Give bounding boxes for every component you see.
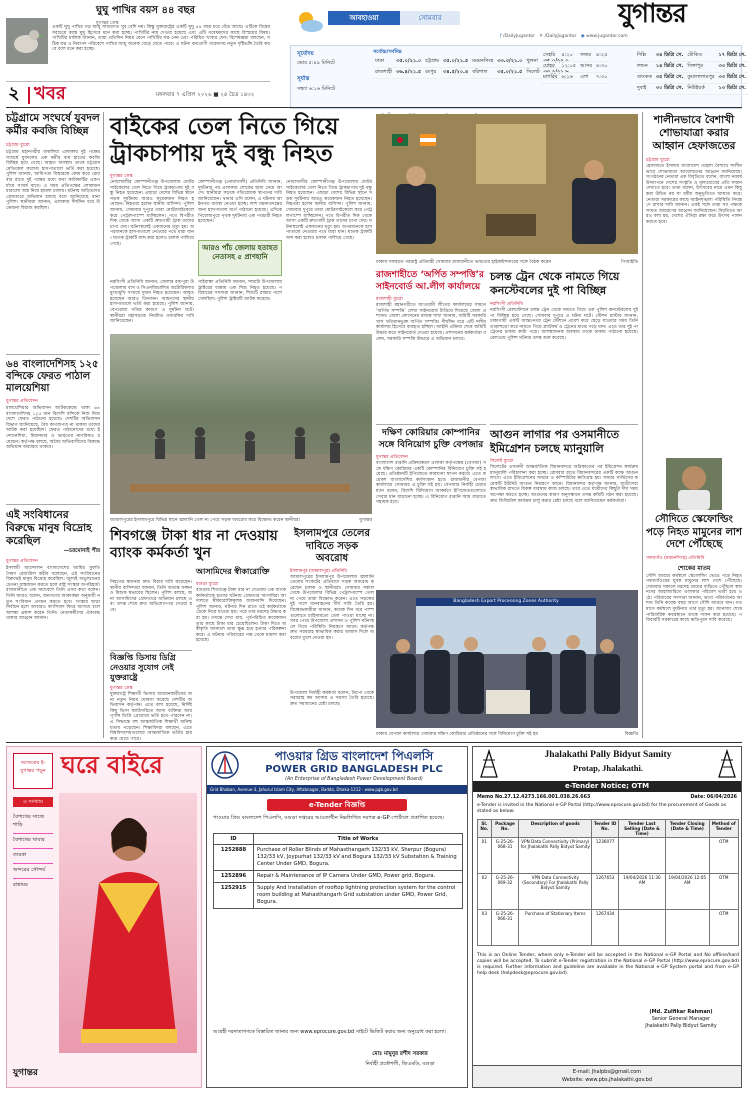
- col1-headline-2: ৬৪ বাংলাদেশিসহ ১২৫ বন্দিকে ফেরত পাঠাল মালয়েশিয়া: [6, 359, 99, 394]
- jpbs-signer-org: Jhalakathi Pally Bidyut Samity: [645, 1024, 717, 1029]
- tender-id: 1252896: [214, 871, 254, 883]
- meeting-caption: [376, 258, 638, 266]
- table-row: [214, 883, 463, 909]
- fire-box: [490, 424, 638, 590]
- temp-value: ৩৬.৪/২১.৫: [394, 68, 423, 79]
- distant-row: [635, 62, 748, 73]
- table-header: Tender Last Selling (Date & Time): [618, 820, 665, 838]
- jpbs-title-2: Protap, Jhalakathi.: [573, 763, 643, 773]
- meeting-caption-text: ঢাকায় সফররত পররাষ্ট্র প্রতিমন্ত্রী সোমবার রাজধানীতে ভারতের হাইকমিশনারের সঙ্গে বৈঠক করেন: [376, 260, 552, 265]
- lead-body-1: নোয়াখালীর কোম্পানীগঞ্জ উপজেলায় মোটরসাইকেলের তেল নিতে গিয়ে ট্রাকচাপায় দুই বন্ধু নিহত হয়েছেন। এছাড়া দেশের বিভিন্ন স্থানে সড়ক দুর্ঘটনায় আরও কয়েকজন নিহত হয়েছেন। নিহতরা হলেন স্থানীয় বাসিন্দা। পুলিশ জানায়, সোমবার দুপুরে তারা মোটরসাইকেলে করে পেট্রলপাম্পে যাচ্ছিলেন। পথে বিপরীত দিক থেকে আসা একটি দ্রুতগামী ট্রাক তাদের চাপা দেয়। ঘটনাস্থলেই একজনের মৃত্যু হয়। অপরজনকে হাসপাতালে নেওয়ার পথে মারা যান। ঘাতক ট্রাকটি জব্দ করা হলেও চালক পালিয়ে গেছে।: [110, 180, 194, 247]
- diploma-body: যুক্তরাষ্ট্রে শিক্ষার্থী ভিসায় অধ্যয়নকারীদের জন্য নতুন নিয়ম ঘোষণা করেছে দেশটির অভিবাসন কর্তৃপক্ষ। এতে বলা হয়েছে, নির্দিষ্ট কিছু ভিসা ক্যাটাগরিতে আসা ব্যক্তিরা আর পূর্ণাঙ্গ ডিগ্রি প্রোগ্রামে ভর্তি হতে পারবেন না। এ সিদ্ধান্তে বহু আন্তর্জাতিক শিক্ষার্থী অনিশ্চয়তায় পড়েছেন। শিক্ষাবিদরা বলছেন, এতে বিশ্ববিদ্যালয়গুলোর আন্তর্জাতিক ভর্তির হার কমে যেতে পারে।: [110, 692, 192, 742]
- distant-city: লন্ডন: [635, 62, 654, 73]
- jpbs-body: This is an Online Tender, where only e-Tender will be accepted in the National e-GP Portal and No offline/hard copies will be accepted. To submit e-Tender registration in the National e-GP Portal (http://www.eprocure.gov.bd) is required. Further information and guideline are available in the National e-GP System portal and from e-GP help desk (helpdesk@eprocure.gov.bd).: [477, 953, 739, 976]
- korea-body: বাংলাদেশ রপ্তানি প্রক্রিয়াকরণ এলাকা কর্তৃপক্ষের (বেপজা) সঙ্গে দক্ষিণ কোরিয়ার একটি কোম্পানির বিনিয়োগ চুক্তি সই হয়েছে। প্রতিষ্ঠানটি ইপিজেডে কারখানা স্থাপন করবে। এতে কয়েকশ বাংলাদেশির কর্মসংস্থান হবে। রাজধানীর বেপজা কার্যালয়ে সোমবার এ চুক্তি সই হয়। বেপজার নির্বাহী চেয়ারম্যান বলেন, বিদেশি বিনিয়োগ আকর্ষণে ইপিজেডগুলোতে সেবার মান বাড়ানো হচ্ছে। এ বিনিয়োগ রপ্তানি আয় বাড়াতে সহায়ক হবে।: [376, 461, 486, 506]
- diploma-headline: বিজ্ঞপ্তি ডিসায় ডিগ্রি নেওয়ার সুযোগ নেই যুক্তরাষ্ট্রে: [110, 653, 176, 682]
- korea-byline: যুগান্তর প্রতিবেদন: [376, 455, 408, 460]
- right-divider: [642, 112, 643, 738]
- right-body-2: সৌদি আরবে কর্মস্থলে স্কেফোল্ডিং ভেঙে পড়ে নিহত গফরগাঁওয়ের যুবক মামুনের লাশ দেশে পৌঁছেছে। সোমবার সকালে মরদেহ গ্রামের বাড়িতে পৌঁছলে স্বজনদের আহাজারিতে এলাকার পরিবেশ ভারী হয়ে ওঠে। পরিবারের সদস্যরা জানান, ভাগ্য পরিবর্তনের আশায় তিনি কয়েক বছর আগে সৌদি আরবে যান। গত মাসে কর্মস্থলে দুর্ঘটনায় তার মৃত্যু হয়। জানাজা শেষে পারিবারিক কবরস্থানে তাকে দাফন করা হয়েছে। পরিবারটি সরকারের কাছে ক্ষতিপূরণ দাবি করেছে।: [646, 573, 742, 624]
- oil-body: জামালপুরের ইসলামপুর উপজেলায় জ্বালানি তেলের সংকটের প্রতিবাদে সড়ক অবরোধ করেছেন চালক ও স্থানীয়রা। সোমবার সকাল থেকে উপজেলার বিভিন্ন পেট্রলপাম্পে তেল না পেয়ে তারা বিক্ষোভ করেন। এতে সড়কের দুই পাশে যানবাহনের দীর্ঘ সারি তৈরি হয়। বিক্ষোভকারীরা জানান, কয়েক দিন ধরে পাম্পগুলোতে চাহিদামতো তেল পাওয়া যাচ্ছে না। খবর পেয়ে উপজেলা প্রশাসন ও পুলিশ ঘটনাস্থলে গিয়ে পরিস্থিতি নিয়ন্ত্রণে আনে। কর্তৃপক্ষ দ্রুত সরবরাহ স্বাভাবিক করার আশ্বাস দিলে অবরোধ তুলে নেওয়া হয়।: [290, 574, 374, 642]
- prayer-name: এশা: [578, 73, 594, 84]
- epz-photo: [376, 590, 638, 728]
- table-cell: G-25-26-066-31: [491, 910, 519, 946]
- table-row: [478, 874, 739, 910]
- jpbs-signer: (Md. Zulfikar Rahman): [649, 1009, 713, 1015]
- table-row: [478, 910, 739, 946]
- bird-box: [6, 4, 270, 82]
- col1-subhead-3: —চরমোনাই পীর: [63, 548, 100, 554]
- bird-byline: যুগান্তর ডেস্ক: [96, 21, 119, 26]
- top-rule: [6, 107, 742, 108]
- lead-inset-text: আরও পাঁচ জেলায় হতাহত নেতাসহ ৫ প্রাণহানি: [202, 244, 278, 261]
- epz-caption-credit: বিজ্ঞপ্তি: [624, 732, 638, 737]
- prayer-time: ৪:২০: [559, 51, 578, 62]
- table-cell: [666, 910, 709, 946]
- pgb-tender-title: e-Tender বিজ্ঞপ্তি: [267, 799, 407, 811]
- fire-byline: সিলেট ব্যুরো: [490, 459, 514, 464]
- distant-row: [635, 51, 748, 62]
- jpbs-date: Date: 06/04/2026: [690, 795, 737, 800]
- temp-city: সিলেট: [524, 68, 541, 79]
- tender-id: 1252915: [214, 883, 254, 909]
- distant-city: টোকিও: [685, 51, 716, 62]
- table-cell: 19/04/2026 11:30 AM: [618, 874, 665, 910]
- distant-temp: ৩৩ ডিগ্রি সে.: [717, 62, 748, 73]
- distant-temp: ১৭ ডিগ্রি সে.: [717, 51, 748, 62]
- table-cell: 01: [478, 838, 492, 874]
- ghore-model-photo: [59, 793, 197, 1053]
- lead-headline: বাইকের তেল নিতে গিয়ে ট্রাকচাপায় দুই বন্ধু নিহত: [110, 114, 339, 167]
- table-cell: 03: [478, 910, 492, 946]
- ghore-item: রান্নাঘর: [13, 882, 28, 888]
- pgb-col-id: ID: [214, 834, 254, 845]
- sunrise-value: ভোর ৫:৪৯ মিনিটে: [297, 60, 335, 66]
- ghore-issue: এ সংখ্যায়: [13, 797, 53, 807]
- col1-headline-3: এই সংবিধানের বিরুদ্ধে মানুষ বিদ্রোহ করেছিল: [6, 509, 92, 547]
- prayer-name: ফজর: [578, 51, 594, 62]
- table-row: [478, 838, 739, 874]
- epz-banner: Bangladesh Export Processing Zones Authority: [453, 599, 559, 604]
- distant-row: [635, 73, 748, 84]
- website-link[interactable]: www.jugantor.com: [586, 34, 628, 39]
- lead-body-2: কোম্পানীগঞ্জ (নোয়াখালী) প্রতিনিধি জানান, দুর্ঘটনার পর এলাকায় শোকের ছায়া নেমে আসে। স্থানীয়রা সড়কে গতিরোধক স্থাপনের দাবি জানিয়েছেন। থানার ওসি বলেন, এ ঘটনায় আইনগত ব্যবস্থা নেওয়া হচ্ছে। লাশ ময়নাতদন্তের জন্য হাসপাতাল মর্গে পাঠানো হয়েছে। এদিকে পিরোজপুরে পৃথক দুর্ঘটনায় এক পথচারী নিহত হয়েছেন।: [198, 180, 282, 225]
- weather-tab[interactable]: আবহাওয়া: [328, 11, 400, 25]
- jpbs-tender-table: [477, 819, 739, 946]
- day-tab[interactable]: সোমবার: [400, 11, 460, 25]
- prayer-name: মাগরিব: [541, 73, 559, 84]
- distant-city: নিউইয়র্ক: [685, 84, 716, 95]
- temp-value: ৩৫.০/২১.৫: [441, 57, 470, 68]
- mamun-photo: [666, 458, 722, 510]
- prayer-name: যোহর: [541, 62, 559, 73]
- table-header: Tender Closing (Date & Time): [666, 820, 709, 838]
- col1-body-2: মালয়েশিয়ার অভিবাসন আটককেন্দ্রে থাকা ৬৪ বাংলাদেশিসহ ১২৫ জন বিদেশি বন্দিকে নিজ নিজ দেশে ফেরত পাঠানো হয়েছে। দেশটির অভিবাসন বিভাগ জানিয়েছে, বৈধ কাগজপত্র না থাকায় তাদের আটক করা হয়েছিল। ফেরত পাঠানোদের মধ্যে ইন্দোনেশিয়া, মিয়ানমার ও ভারতের নাগরিকও রয়েছেন। কর্তৃপক্ষ বলছে, অবৈধ অভিবাসীদের বিরুদ্ধে অভিযান অব্যাহত থাকবে।: [6, 406, 100, 451]
- brand-logo: যুগান্তর: [618, 0, 686, 29]
- distant-city: দিল্লি: [635, 51, 654, 62]
- facebook-handle[interactable]: /DailyJugantor: [503, 34, 535, 39]
- distant-temp: ৩৩ ডিগ্রি সে.: [717, 73, 748, 84]
- right-byline-2: গফরগাঁও (ময়মনসিংহ) প্রতিনিধি: [646, 555, 705, 561]
- table-row: [214, 871, 463, 883]
- lead-body-cont: নোয়াখালীর কোম্পানীগঞ্জ উপজেলায় মোটরসাইকেলের তেল নিতে গিয়ে ট্রাকচাপায় দুই বন্ধু নিহত হয়েছেন। এছাড়া দেশের বিভিন্ন স্থানে সড়ক দুর্ঘটনায় আরও কয়েকজন নিহত হয়েছেন। নিহতরা হলেন স্থানীয় বাসিন্দা। পুলিশ জানায়, সোমবার দুপুরে তারা মোটরসাইকেলে করে পেট্রলপাম্পে যাচ্ছিলেন। পথে বিপরীত দিক থেকে আসা একটি দ্রুতগামী ট্রাক তাদের চাপা দেয়। ঘটনাস্থলেই একজনের মৃত্যু হয়। অপরজনকে হাসপাতালে নেওয়ার পথে মারা যান। ঘাতক ট্রাকটি জব্দ করা হলেও চালক পালিয়ে গেছে।: [286, 180, 372, 241]
- section-name: খবর: [34, 83, 66, 104]
- prayer-time: ১২:০৫: [559, 62, 578, 73]
- meeting-caption-credit: পিআইডি: [621, 260, 638, 265]
- train-box: [490, 270, 638, 420]
- protest-caption: [110, 516, 372, 524]
- train-byline: নরসিংদী প্রতিনিধি: [490, 302, 523, 307]
- prayer-table: [541, 51, 609, 84]
- bird-body: একটি ঘুঘু পাখির গড় আয়ু সাধারণত খুব বেশি নয়। কিন্তু যুক্তরাষ্ট্রের একটি ঘুঘু ৪৪ বছর ধরে বেঁচে আছে। এটিকে বিশ্বের সবচেয়ে বয়স্ক ঘুঘু হিসেবে মনে করা হচ্ছে। পাখিটির নাম দেওয়া হয়েছে এবং এটি গবেষকদের কাছে বিস্ময়ের বিষয়। পাখিটির মালিক জানান, তারা প্রতিদিন নিয়ম মেনে পাখিটির যত্ন নেন এবং পরিমিত খাবার দেন। বিশেষজ্ঞরা বলছেন, সঠিক যত্ন ও নিরাপদ পরিবেশে পাখির আয়ু অনেক বেড়ে যেতে পারে। এ ঘটনা বন্যপ্রাণী গবেষণায় নতুন দৃষ্টিভঙ্গি তৈরি করবে বলে মনে করা হচ্ছে।: [52, 25, 270, 53]
- pgb-address-bar: Grid Bhaban, Avenue-3, Jahurul Islam City, Aftabnagar, Badda, Dhaka-1212 · www.pgb.gov.bd: [207, 785, 467, 794]
- taka-headline: শিবগঞ্জে টাকা ধার না দেওয়ায় ব্যাংক কর্মকর্তা খুন: [110, 528, 278, 561]
- sunrise-label: সূর্যোদয়: [297, 51, 314, 57]
- lead-body-3: নরসিংদী প্রতিনিধি জানান, জেলার রায়পুরা উপজেলায় বাস ও সিএনজিচালিত অটোরিকশার মুখোমুখি সংঘর্ষে দুজন নিহত হয়েছেন। আহত হয়েছেন আরও তিনজন। আহতদের স্থানীয় হাসপাতালে ভর্তি করা হয়েছে। পুলিশ জানায়, বেপরোয়া গতির কারণে এ দুর্ঘটনা ঘটে। স্থানীয়রা মহাসড়কে নিয়মিত তদারকির দাবি জানিয়েছেন।: [110, 280, 194, 325]
- table-cell: 19/04/2026 12:05 AM: [666, 874, 709, 910]
- prayer-row: [541, 62, 609, 73]
- table-cell: OTM: [709, 838, 738, 874]
- taka-byline: বগুড়া ব্যুরো: [196, 582, 219, 587]
- table-cell: OTM: [709, 874, 738, 910]
- distant-city: দুবাই: [635, 84, 654, 95]
- pgb-intro: পাওয়ার গ্রিড বাংলাদেশ পিএলসি, বগুড়া দপ্তরের আওতাধীন নিম্নলিখিত দরপত্র e-GP পোর্টালে প্রকাশিত হয়েছে।: [213, 815, 445, 821]
- table-header: Method of Tender: [709, 820, 738, 838]
- pgb-signer-title: নির্বাহী প্রকৌশলী, জিএমডি, বগুড়া: [365, 1061, 435, 1067]
- table-cell: G-25-26-069-32: [491, 874, 519, 910]
- taka-subhead: আসামিদের স্বীকারোক্তি: [196, 567, 270, 576]
- temp-city: খুলনা: [524, 57, 541, 68]
- ghore-footer: যুগান্তর: [13, 1068, 38, 1078]
- temp-city: চট্টগ্রাম: [423, 57, 441, 68]
- distant-temp: ১৩ ডিগ্রি সে.: [717, 84, 748, 95]
- epz-caption: [376, 730, 638, 738]
- tower-icon: [715, 750, 739, 778]
- taka-body: বগুড়ার শিবগঞ্জে টাকা ধার না দেওয়ায় এক ব্যাংক কর্মকর্তাকে হত্যার ঘটনায় গ্রেফতার আসামিরা আদালতে স্বীকারোক্তিমূলক জবানবন্দি দিয়েছেন। পুলিশ জানায়, ঘটনার দিন রাতে ওই কর্মকর্তাকে ডেকে নিয়ে যাওয়া হয়। পরে তার মরদেহ উদ্ধার করা হয়। তদন্তে দেখা যায়, পূর্বপরিচিত কয়েকজন তার কাছে টাকা ধার চেয়েছিলেন। টাকা দিতে অস্বীকৃতি জানালে তারা ক্ষুব্ধ হয়ে হত্যার পরিকল্পনা করে। এ ঘটনায় পরিবারের পক্ষ থেকে মামলা করা হয়েছে।: [196, 588, 286, 644]
- tower-icon: [477, 750, 501, 778]
- oil-headline: ইসলামপুরে তেলের দাবিতে সড়ক অবরোধ: [293, 528, 371, 564]
- table-header: Tender ID No.: [592, 820, 618, 838]
- temp-city: রাজশাহী: [373, 68, 394, 79]
- diploma-box: [110, 650, 192, 742]
- x-handle[interactable]: /DailyJugantor: [544, 34, 577, 39]
- pgb-ad: [206, 746, 468, 1088]
- prayer-row: [541, 51, 609, 62]
- temp-city: ময়মনসিংহ: [470, 57, 495, 68]
- distant-temp: ৩৪ ডিগ্রি সে.: [654, 51, 686, 62]
- protest-caption-text: জামালপুরের ইসলামপুরে বিভিন্ন স্থানে জ্বালানি তেল না পেয়ে সড়ক অবরোধ করে বিক্ষোভ করেন স্থানীয়রা: [110, 518, 300, 523]
- table-cell: [618, 910, 665, 946]
- table-cell: VPN Data Connectivity (Secondary) For Jhalakathi Pally Bidyut Samity: [519, 874, 592, 910]
- col1-byline-2: যুগান্তর প্রতিবেদন: [6, 399, 38, 404]
- jpbs-ad: [472, 746, 742, 1088]
- jpbs-intro: e-Tender is invited in the National e-GP Portal (http://www.eprocure.gov.bd) for the procurement of Goods as stated as below:: [477, 803, 727, 814]
- rajshahi-byline: রাজশাহী ব্যুরো: [376, 297, 403, 302]
- dove-icon: [6, 18, 48, 64]
- facebook-icon: f: [500, 34, 502, 39]
- train-headline: চলন্ত ট্রেন থেকে নামতে গিয়ে কনস্টেবলের দুই পা বিচ্ছিন্ন: [490, 270, 620, 297]
- oil-byline: ইসলামপুর (জামালপুর) প্রতিনিধি: [290, 568, 347, 574]
- ghore-item: অন্দরের সৌন্দর্য: [13, 864, 53, 879]
- pgb-name-bn: পাওয়ার গ্রিড বাংলাদেশ পিএলসি: [274, 749, 434, 763]
- col1-byline-3: যুগান্তর প্রতিবেদন: [6, 559, 38, 564]
- rajshahi-box: [376, 270, 486, 420]
- prayer-time: ৭:৩০: [594, 73, 609, 84]
- bird-photo: [6, 18, 48, 64]
- tender-title: Supply And Installation of rooftop lightning protection system for the control room building at Mahasthangarh Grid substation under GMD, Power Grid, Bogura.: [254, 883, 463, 909]
- right-headline-1: শালীনভাবে বৈশাখী শোভাযাত্রা করার আহ্বান হেফাজতের: [652, 114, 736, 152]
- bird-headline: ঘুঘু পাখির বয়স ৪৪ বছর: [96, 5, 196, 16]
- section-divider: [28, 87, 30, 104]
- distant-temp: ৩০ ডিগ্রি সে.: [654, 84, 686, 95]
- distant-temp: ৩৫ ডিগ্রি সে.: [654, 73, 686, 84]
- temp-value: ৩৫.০/২১.৫: [495, 68, 524, 79]
- ad-top-rule: [6, 742, 742, 743]
- korea-headline: দক্ষিণ কোরিয়ার কোম্পানির সঙ্গে বিনিয়োগ চুক্তি বেপজার: [378, 428, 484, 450]
- temp-value: ৩৩.৩/২১.০: [495, 57, 524, 68]
- pgb-logo: [211, 751, 239, 779]
- table-cell: G-25-26-068-31: [491, 838, 519, 874]
- table-header: Package No.: [491, 820, 519, 838]
- ghore-item: তারকা: [13, 849, 53, 864]
- pgb-web[interactable]: www.pgb.gov.bd: [364, 787, 398, 792]
- globe-icon: ◉: [580, 34, 585, 39]
- x-icon: ✕: [539, 34, 544, 39]
- table-cell: VPN Data Connectivity (Primary) for Jhalakathi Pally Bidyut Samity: [519, 838, 592, 874]
- ghore-top-badge: আজকের ই-যুগান্তর পড়ুন: [13, 753, 53, 789]
- fire-body: সিলেটের ওসমানী আন্তর্জাতিক বিমানবন্দরে অগ্নিকাণ্ডের পর ইমিগ্রেশন কার্যক্রম ম্যানুয়ালি পরিচালনা করা হচ্ছে। রোববার রাতে বিমানবন্দরের একটি কক্ষে আগুন লাগে। এতে ইমিগ্রেশনের সার্ভার ও কম্পিউটার ক্ষতিগ্রস্ত হয়। ফায়ার সার্ভিসের কয়েকটি ইউনিট আগুন নিয়ন্ত্রণে আনে। বিমানবন্দর কর্তৃপক্ষ জানায়, যাত্রীসেবা স্বাভাবিক রাখতে বিকল্প ব্যবস্থায় কাজ চলছে। তবে এতে যাত্রীদের কিছুটা দীর্ঘ সময় অপেক্ষা করতে হচ্ছে। আগুনের কারণ অনুসন্ধানে তদন্ত কমিটি গঠন করা হয়েছে। দ্রুত ডিজিটাল কার্যক্রম চালু করার চেষ্টা চলছে বলে জানিয়েছেন কর্মকর্তারা।: [490, 465, 638, 504]
- pgb-address: Grid Bhaban, Avenue-3, Jahurul Islam City, Aftabnagar, Badda, Dhaka-1212: [210, 787, 361, 792]
- ghore-item-list: [13, 811, 53, 893]
- table-cell: OTM: [709, 910, 738, 946]
- pgb-col-title: Title of Works: [254, 834, 463, 845]
- col1-body-1: চট্টগ্রাম মহানগরীর বাকলিয়া এলাকায় দুই পক্ষের সংঘর্ষে যুবদলের এক কর্মীর বাম হাতের কবজি বিচ্ছিন্ন হয়ে গেছে। আহত অবস্থায় তাকে চট্টগ্রাম মেডিকেল কলেজ হাসপাতালে ভর্তি করা হয়েছে। পুলিশ জানায়, আধিপত্য বিস্তারকে কেন্দ্র করে রোববার রাতে দুই পক্ষের মধ্যে কথা কাটাকাটির একপর্যায়ে সংঘর্ষ বাধে। এ সময় প্রতিপক্ষের লোকজন ধারালো অস্ত্র নিয়ে হামলা চালায়। ঘটনায় জড়িতদের গ্রেফতারে অভিযান চলছে বলে জানিয়েছে থানা পুলিশ। স্থানীয়রা জানান, এলাকায় দীর্ঘদিন ধরে উত্তেজনা বিরাজ করছিল।: [6, 150, 100, 211]
- col1-body-3: ইসলামী আন্দোলন বাংলাদেশের আমির মুফতি সৈয়দ রেজাউল করীম বলেছেন, এই সংবিধানের বিরুদ্ধেই মানুষ বিদ্রোহ করেছিল। জুলাই অভ্যুত্থানের চেতনা বাস্তবায়ন করতে হলে রাষ্ট্র সংস্কার অপরিহার্য। রাজধানীতে এক সমাবেশে তিনি এসব কথা বলেন। তিনি আরও বলেন, জনগণের আকাঙ্ক্ষা অনুযায়ী নতুন সংবিধান প্রণয়ন করতে হবে। সংস্কার ছাড়া নির্বাচন হলে আবারও ফ্যাসিবাদ ফিরে আসবে বলে আশঙ্কা প্রকাশ করেন তিনি। নেতাকর্মীদের ঐক্যবদ্ধ থাকার আহ্বান জানান।: [6, 566, 100, 622]
- prayer-time: ৪:২৫: [594, 51, 609, 62]
- temp-value: ৩৩.২/২১.৮: [542, 68, 571, 79]
- date-line: মঙ্গলবার ৭ এপ্রিল ২০২৬ ■ ২৪ চৈত্র ১৪৩২: [156, 92, 255, 98]
- social-bar: [500, 34, 740, 42]
- tender-id: 1252888: [214, 845, 254, 871]
- temp-value: ৩৫.০/২২.০: [542, 57, 571, 68]
- pgb-sub-en: (An Enterprise of Bangladesh Power Development Board): [285, 777, 423, 782]
- tender-title: Repair & Maintenance of IP Camera Under GMD, Power grid, Bogura.: [254, 871, 463, 883]
- pgb-tender-table: [213, 833, 463, 909]
- rajshahi-body: রাজশাহী মহানগরীতে আওয়ামী লীগের কার্যালয়ের সামনে ‘অর্পিত সম্পত্তি’ লেখা সাইনবোর্ড টাঙিয়ে দিয়েছে জেলা প্রশাসন। জেলা প্রশাসনের রাজস্ব শাখা জানায়, জমিটি সরকারি খাস খতিয়ানভুক্ত অর্পিত সম্পত্তি। দীর্ঘদিন ধরে এটি দলীয় কার্যালয় হিসেবে ব্যবহৃত হচ্ছিল। আইনি প্রক্রিয়া শেষে জমিটি উদ্ধার করে সাইনবোর্ড দেওয়া হয়েছে। প্রশাসনের কর্মকর্তারা বলেন, সরকারি সম্পত্তি উদ্ধারে এ অভিযান চলবে।: [376, 303, 486, 342]
- pgb-name-en: POWER GRID BANGLADESH PLC: [265, 764, 443, 775]
- fire-headline: আগুন লাগার পর ওসমানীতে ইমিগ্রেশন চলছে ম্যানুয়ালি: [490, 428, 620, 455]
- protest-caption-credit: যুগান্তর: [359, 518, 372, 523]
- temp-city: রংপুর: [423, 68, 441, 79]
- col1-byline-1: চট্টগ্রাম ব্যুরো: [6, 143, 30, 148]
- table-cell: [618, 838, 665, 874]
- jpbs-email[interactable]: E-mail: Jhalpbs@gmail.com: [572, 1069, 642, 1075]
- pgb-note: আগ্রহী দরদাতাগণকে বিস্তারিত জানার জন্য www.eprocure.gov.bd সাইটে ভিজিট করার জন্য অনুরোধ করা হলো।: [213, 1029, 447, 1035]
- table-cell: 1267653: [592, 874, 618, 910]
- distant-city: ব্যাংকক: [635, 73, 654, 84]
- protest-photo: [110, 334, 372, 514]
- prayer-row: [541, 73, 609, 84]
- meeting-photo: [376, 114, 638, 254]
- jpbs-website[interactable]: Website: www.pbs.jhalakathi.gov.bd: [562, 1077, 652, 1083]
- temp-city: বরিশাল: [470, 68, 495, 79]
- lead-inset-box: [198, 240, 282, 276]
- ghore-item: বৈশাখের সাজে শাড়ি: [13, 811, 53, 834]
- ghore-item: বৈশাখের খাবার: [13, 834, 53, 849]
- distant-temp: ১৪ ডিগ্রি সে.: [654, 62, 686, 73]
- temp-value: ৩৪.৫/২০.৪: [441, 68, 470, 79]
- table-cell: 02: [478, 874, 492, 910]
- epz-caption-text: ঢাকায় বেপজা কার্যালয়ে সোমবার দক্ষিণ কোরিয়ার প্রতিষ্ঠানের সঙ্গে বিনিয়োগ চুক্তি সই হয়: [376, 732, 539, 737]
- jpbs-notice: e-Tender Notice; OTM: [473, 781, 741, 792]
- right-subhead-2: শোকের মাতম: [677, 564, 711, 572]
- section-number: ২: [8, 83, 20, 104]
- jpbs-contact-bar: [473, 1065, 741, 1087]
- table-cell: 1267434: [592, 910, 618, 946]
- section-bar: [6, 84, 742, 106]
- distant-city: কুয়ালালামপুর: [685, 73, 716, 84]
- temp-header: সর্বোচ্চ/সর্বনিম্ন: [373, 49, 402, 55]
- right-byline-1: চট্টগ্রাম ব্যুরো: [646, 158, 670, 163]
- temp-city: ঢাকা: [373, 57, 394, 68]
- lead-byline: যুগান্তর ডেস্ক: [110, 174, 133, 179]
- table-cell: Purchase of Stationary Items: [519, 910, 592, 946]
- distant-city: সিঙ্গাপুর: [685, 62, 716, 73]
- table-cell: [666, 838, 709, 874]
- sunset-label: সূর্যাস্ত: [297, 76, 310, 82]
- temp-value: ৩৫.০/২১.০: [394, 57, 423, 68]
- weather-sun-icon: [292, 8, 326, 34]
- prayer-time: ৪:৩০: [594, 62, 609, 73]
- right-headline-2: সৌদিতে স্কেফোল্ডিং পড়ে নিহত মামুনের লাশ দেশে পৌঁছেছে: [646, 514, 742, 550]
- taka-body-2: নিহতের স্বজনরা দ্রুত বিচার দাবি করেছেন। স্থানীয় বাসিন্দারা জানান, তিনি অত্যন্ত সজ্জন ও মিশুক স্বভাবের ছিলেন। পুলিশ বলছে, অন্য আসামিদের গ্রেফতারে অভিযান চলছে এবং তদন্ত শেষে দ্রুত অভিযোগপত্র দেওয়া হবে।: [110, 580, 192, 613]
- lead-body-4: গাইবান্ধা প্রতিনিধি জানান, সাঘাটা উপজেলায় ট্রাক্টরের ধাক্কায় এক শিশু নিহত হয়েছে। পরিবারের সদস্যরা জানান, শিশুটি রাস্তার পাশে খেলছিল। পুলিশ ট্রাক্টরটি আটক করেছে।: [198, 280, 282, 302]
- oil-body-2: উপজেলা নির্বাহী কর্মকর্তা বলেন, ডিপো থেকে সরবরাহ কম আসায় এ সমস্যা তৈরি হয়েছে। দ্রুত সমাধানের চেষ্টা চলছে।: [290, 690, 374, 707]
- tender-title: Purchase of Roller Blinds of Mahasthangarh 132/33 kV, Sherpur (Bogura) 132/33 kV, Joypurhat 132/33 kV and Bogura 132/33 kV Substation & Training Center Under GMD, Bogura.: [254, 845, 463, 871]
- prayer-name: আসর: [578, 62, 594, 73]
- col1-headline-1: চট্টগ্রামে সংঘর্ষে যুবদল কর্মীর কবজি বিচ্ছিন্ন: [6, 112, 100, 137]
- table-header: Sl. No.: [478, 820, 492, 838]
- oil-box: [290, 528, 374, 738]
- rajshahi-headline: রাজশাহীতে ‘অর্পিত সম্পত্তি’র সাইনবোর্ড আ.লীগ কার্যালয়ে: [376, 270, 484, 292]
- table-row: [214, 845, 463, 871]
- table-header: Description of goods: [519, 820, 592, 838]
- right-body-1: হেফাজতে ইসলাম বাংলাদেশ পহেলা বৈশাখে শালীনভাবে শোভাযাত্রা আয়োজনের আহ্বান জানিয়েছে। সংগঠনের নেতারা এক বিবৃতিতে বলেন, বাংলা নববর্ষ উদযাপনে দেশের সংস্কৃতি ও মূল্যবোধের প্রতি সম্মান দেখাতে হবে। তারা বলেন, উৎসবের নামে এমন কিছু করা উচিত নয় যা ধর্মীয় অনুভূতিতে আঘাত করে। নেতারা সরকারের কাছে আইনশৃঙ্খলা পরিস্থিতি নিয়ন্ত্রণে রাখার দাবি জানান। একই সঙ্গে তারা সব পক্ষকে সংযত আচরণের আহ্বান জানিয়েছেন। বিবৃতিতে আরও বলা হয়, দেশের ঐতিহ্য রক্ষা করে উৎসব পালন করতে হবে।: [646, 164, 742, 225]
- ghore-baire-ad: [6, 746, 202, 1088]
- diploma-byline: যুগান্তর ডেস্ক: [110, 686, 133, 691]
- column-1: [6, 112, 100, 740]
- table-cell: 1236077: [592, 838, 618, 874]
- right-column: [646, 114, 742, 738]
- prayer-name: সেহরি: [541, 51, 559, 62]
- jpbs-title-1: Jhalakathi Pally Bidyut Samity: [544, 750, 672, 760]
- col1-divider: [103, 112, 104, 738]
- jpbs-memo: Memo No.27.12.4273.166.001.038.26.663: [477, 795, 591, 800]
- ghore-title: ঘরে বাইরে: [61, 751, 163, 779]
- sunset-value: সন্ধ্যা ৬:১৬ মিনিটে: [297, 86, 336, 92]
- pgb-signer: মোঃ মামুনুর রশীদ সরকার: [372, 1051, 428, 1057]
- jpbs-signer-title: Senior General Manager: [651, 1017, 711, 1022]
- prayer-time: ৬:১৬: [559, 73, 578, 84]
- train-body: নরসিংদী রেলস্টেশনে চলন্ত ট্রেন থেকে নামতে গিয়ে এক পুলিশ কনস্টেবলের দুই পা বিচ্ছিন্ন হয়ে গেছে। সোমবার দুপুরে এ ঘটনা ঘটে। স্টেশন মাস্টার জানান, ঢাকাগামী একটি আন্তঃনগর ট্রেন স্টেশনে প্রবেশ করে ছেড়ে যাওয়ার সময় তিনি তাড়াহুড়ো করে নামতে গিয়ে প্ল্যাটফর্ম ও ট্রেনের মাঝে পড়ে যান। এতে তার দুই পা ট্রেনের চাকায় কাটা পড়ে। আশঙ্কাজনক অবস্থায় তাকে ঢাকায় পাঠানো হয়েছে। রেলওয়ে পুলিশ ঘটনার তদন্ত শুরু করেছে।: [490, 308, 638, 341]
